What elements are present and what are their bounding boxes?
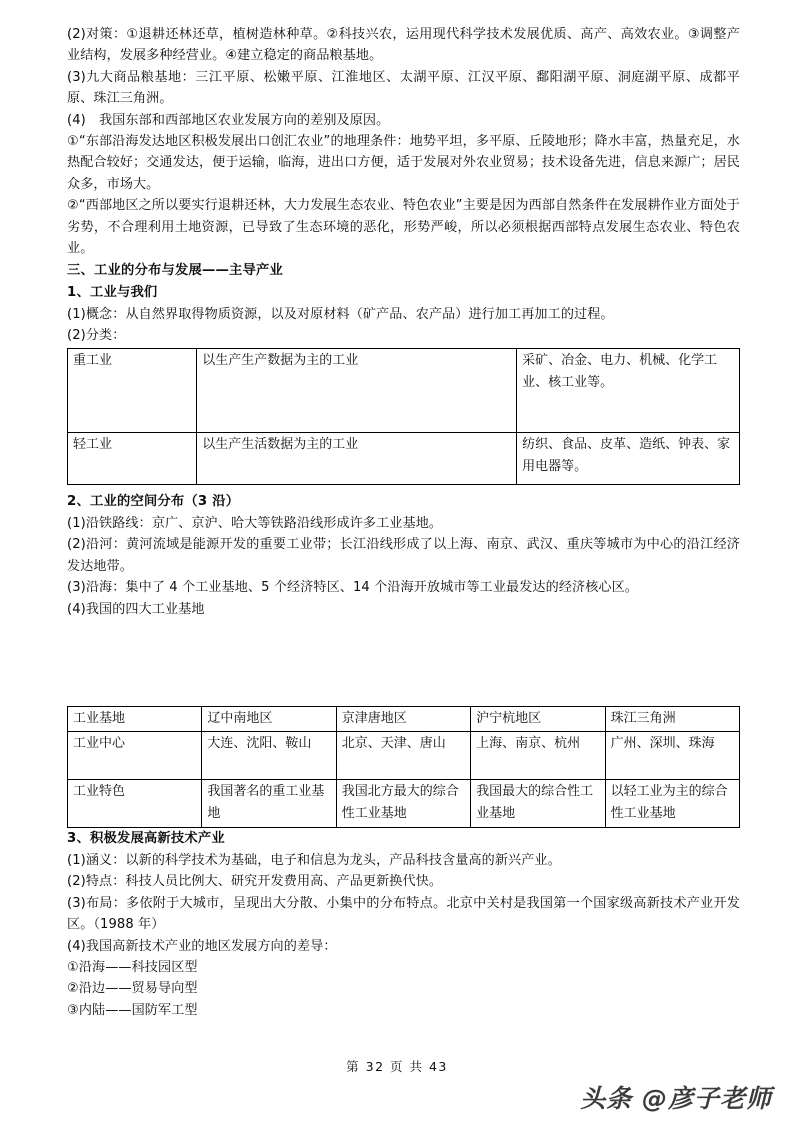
paragraph-along-coast: (3)沿海：集中了 4 个工业基地、5 个经济特区、14 个沿海开放城市等工业最发达的经济核心区。 — [67, 580, 638, 596]
table-industry-classification — [67, 348, 740, 485]
paragraph-meaning: (1)涵义：以新的科学技术为基础，电子和信息为龙头，产品科技含量高的新兴产业。 — [67, 852, 561, 868]
table-row — [68, 780, 740, 828]
cell-label-centers: 工业中心 — [68, 732, 202, 780]
paragraph-concept: (1)概念：从自然界取得物质资源，以及对原材料（矿产品、农产品）进行加工再加工的过程。 — [67, 306, 614, 322]
paragraph-four-bases-label: (4)我国的四大工业基地 — [67, 601, 205, 617]
paragraph-border-type: ②沿边——贸易导向型 — [67, 981, 198, 997]
watermark-logo: 头条 @彦子老师 — [580, 1084, 772, 1113]
header-cell-zhujiang: 珠江三角洲 — [605, 707, 739, 732]
paragraph-countermeasures: (2)对策：①退耕还林还草，植树造林种草。②科技兴农，运用现代科学技术发展优质、高产、高效农业。③调整产业结构，发展多种经营业。④建立稳定的商品粮基地。 — [67, 27, 740, 64]
header-cell-jingjintang: 京津唐地区 — [336, 707, 470, 732]
header-cell-liaozhongnan: 辽中南地区 — [202, 707, 336, 732]
page-number-footer: 第 32 页 共 43 — [346, 1059, 448, 1074]
header-cell-huninghang: 沪宁杭地区 — [471, 707, 605, 732]
cell-features-zhujiang: 以轻工业为主的综合性工业基地 — [605, 780, 739, 828]
heading-sub-industry-and-us: 1、工业与我们 — [67, 285, 158, 301]
spacer-before-bases-table — [67, 620, 740, 704]
paragraph-layout: (3)布局：多依附于大城市，呈现出大分散、小集中的分布特点。北京中关村是我国第一个国家级高新技术产业开发区。（1988 年） — [67, 895, 740, 933]
paragraph-along-river: (2)沿河：黄河流域是能源开发的重要工业带；长江沿线形成了以上海、南京、武汉、重庆等城市为中心的沿江经济发达地带。 — [67, 537, 740, 574]
cell-features-huninghang: 我国最大的综合性工业基地 — [471, 780, 605, 828]
paragraph-item4-west: ②“西部地区之所以要实行退耕还林，大力发展生态农业、特色农业”主要是因为西部自然条件在发展耕作业方面处于劣势，不合理利用土地资源，已导致了生态环境的恶化，形势严峻，所以必须根据西部特点发展生态农业、特色农业。 — [67, 198, 740, 257]
cell-features-jingjintang: 我国北方最大的综合性工业基地 — [336, 780, 470, 828]
paragraph-characteristics: (2)特点：科技人员比例大、研究开发费用高、产品更新换代快。 — [67, 874, 443, 890]
cell-label-features: 工业特色 — [68, 780, 202, 828]
header-cell-base: 工业基地 — [68, 707, 202, 732]
heading-section-three: 三、工业的分布与发展——主导产业 — [67, 263, 283, 279]
cell-centers-liaozhongnan: 大连、沈阳、鞍山 — [202, 732, 336, 780]
cell-centers-huninghang: 上海、南京、杭州 — [471, 732, 605, 780]
table-row — [68, 433, 740, 485]
cell-definition-light: 以生产生活数据为主的工业 — [197, 433, 517, 485]
paragraph-regional-difference: (4)我国高新技术产业的地区发展方向的差导： — [67, 938, 337, 954]
cell-type-heavy: 重工业 — [68, 349, 197, 433]
paragraph-item4-title: (4) 我国东部和西部地区农业发展方向的差别及原因。 — [67, 112, 390, 128]
heading-sub-high-tech: 3、积极发展高新技术产业 — [67, 831, 225, 847]
cell-centers-zhujiang: 广州、深圳、珠海 — [605, 732, 739, 780]
cell-definition-heavy: 以生产生产数据为主的工业 — [197, 349, 517, 433]
paragraph-coastal-type: ①沿海——科技园区型 — [67, 959, 198, 975]
paragraph-item4-east: ①“东部沿海发达地区积极发展出口创汇农业”的地理条件：地势平坦，多平原、丘陵地形；降水丰富，热量充足，水热配合较好；交通发达，便于运输，临海，进出口方便，适于发展对外农业贸易；技术设备先进，信息来源广；居民众多，市场大。 — [67, 134, 740, 192]
cell-examples-light: 纺织、食品、皮革、造纸、钟表、家用电器等。 — [517, 433, 740, 485]
heading-sub-spatial-distribution: 2、工业的空间分布（3 沿） — [67, 494, 240, 510]
table-four-industrial-bases — [67, 706, 740, 828]
paragraph-along-railway: (1)沿铁路线：京广、京沪、哈大等铁路沿线形成许多工业基地。 — [67, 516, 443, 532]
paragraph-nine-grain-bases: (3)九大商品粮基地：三江平原、松嫩平原、江淮地区、太湖平原、江汉平原、鄱阳湖平原、洞庭湖平原、成都平原、珠江三角洲。 — [67, 69, 740, 107]
cell-features-liaozhongnan: 我国著名的重工业基地 — [202, 780, 336, 828]
table-row — [68, 732, 740, 780]
paragraph-inland-type: ③内陆——国防军工型 — [67, 1002, 198, 1018]
table-row-header — [68, 707, 740, 732]
paragraph-classification-label: (2)分类： — [67, 328, 126, 344]
cell-type-light: 轻工业 — [68, 433, 197, 485]
cell-centers-jingjintang: 北京、天津、唐山 — [336, 732, 470, 780]
table-row — [68, 349, 740, 433]
cell-examples-heavy: 采矿、冶金、电力、机械、化学工业、核工业等。 — [517, 349, 740, 433]
